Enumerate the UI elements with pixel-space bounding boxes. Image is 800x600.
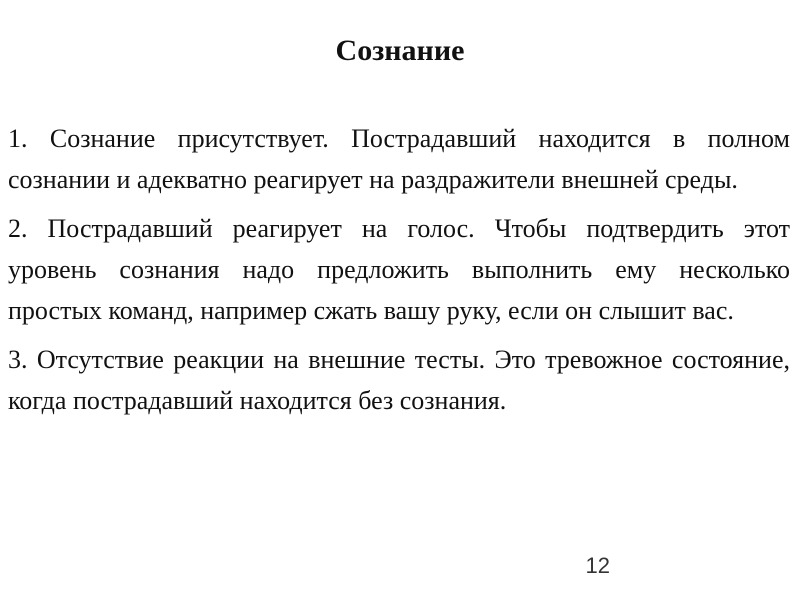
paragraph-1: 1. Сознание присутствует. Пострадавший находится в полном сознании и адекватно реагирует на раздражители внешней среды. bbox=[8, 124, 790, 194]
slide-title: Сознание bbox=[335, 34, 465, 67]
paragraph-2: 2. Пострадавший реагирует на голос. Чтобы подтвердить этот уровень сознания надо предложить выполнить ему несколько простых команд, например сжать вашу руку, если он слышит вас. bbox=[8, 214, 790, 325]
slide-body bbox=[8, 118, 790, 429]
page-number: 12 bbox=[585, 553, 610, 578]
paragraph-3: 3. Отсутствие реакции на внешние тесты. Это тревожное состояние, когда пострадавший находится без сознания. bbox=[8, 345, 790, 415]
